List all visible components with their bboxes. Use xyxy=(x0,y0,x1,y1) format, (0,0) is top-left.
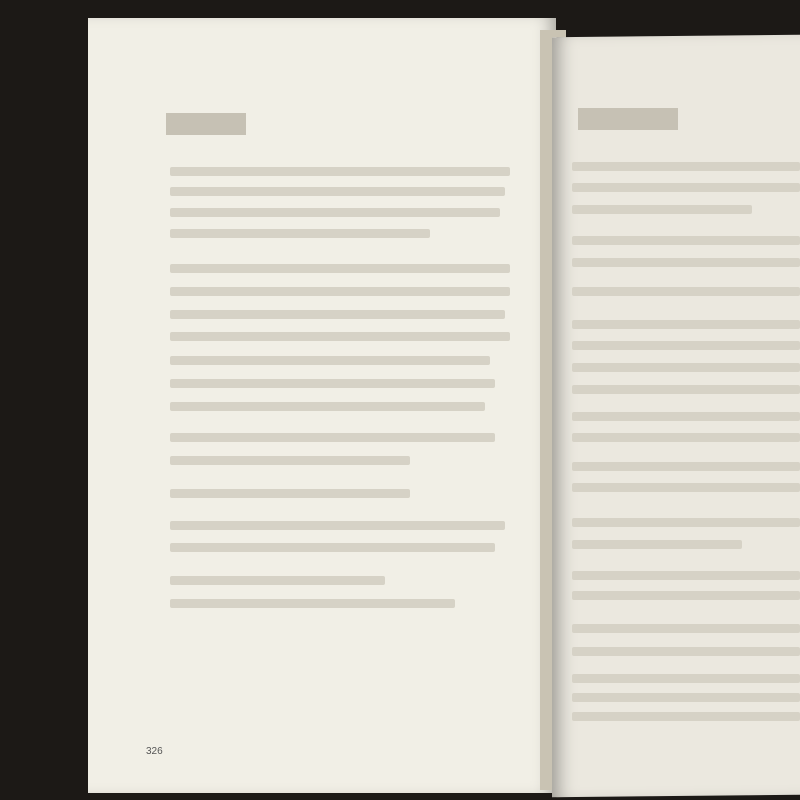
right-text-line xyxy=(572,363,800,372)
right-text-line xyxy=(572,412,800,421)
right-text-line xyxy=(572,183,800,192)
right-text-line xyxy=(572,462,800,471)
left-text-line xyxy=(170,489,410,498)
right-text-line xyxy=(572,647,800,656)
right-text-line xyxy=(572,287,800,296)
page-number: 326 xyxy=(146,746,163,757)
right-text-line xyxy=(572,258,800,267)
left-text-line xyxy=(170,208,500,217)
right-text-line xyxy=(572,591,800,600)
right-text-line xyxy=(572,674,800,683)
left-text-line xyxy=(170,576,385,585)
right-heading xyxy=(578,108,678,130)
right-text-line xyxy=(572,341,800,350)
left-text-line xyxy=(170,599,455,608)
left-text-line xyxy=(170,456,410,465)
left-text-line xyxy=(170,433,495,442)
right-text-line xyxy=(572,571,800,580)
right-text-line xyxy=(572,624,800,633)
left-text-line xyxy=(170,356,490,365)
right-text-line xyxy=(572,385,800,394)
left-text-line xyxy=(170,229,430,238)
right-text-line xyxy=(572,162,800,171)
left-text-line xyxy=(170,521,505,530)
left-text-line xyxy=(170,543,495,552)
left-text-line xyxy=(170,287,510,296)
right-text-line xyxy=(572,540,742,549)
right-text-line xyxy=(572,518,800,527)
left-text-line xyxy=(170,167,510,176)
right-text-line xyxy=(572,712,800,721)
right-text-line xyxy=(572,483,800,492)
left-text-line xyxy=(170,332,510,341)
left-text-line xyxy=(170,402,485,411)
left-text-line xyxy=(170,310,505,319)
right-text-line xyxy=(572,236,800,245)
left-text-line xyxy=(170,264,510,273)
left-heading xyxy=(166,113,246,135)
right-text-line xyxy=(572,320,800,329)
right-text-line xyxy=(572,693,800,702)
right-text-line xyxy=(572,433,800,442)
left-text-line xyxy=(170,379,495,388)
left-text-line xyxy=(170,187,505,196)
right-text-line xyxy=(572,205,752,214)
